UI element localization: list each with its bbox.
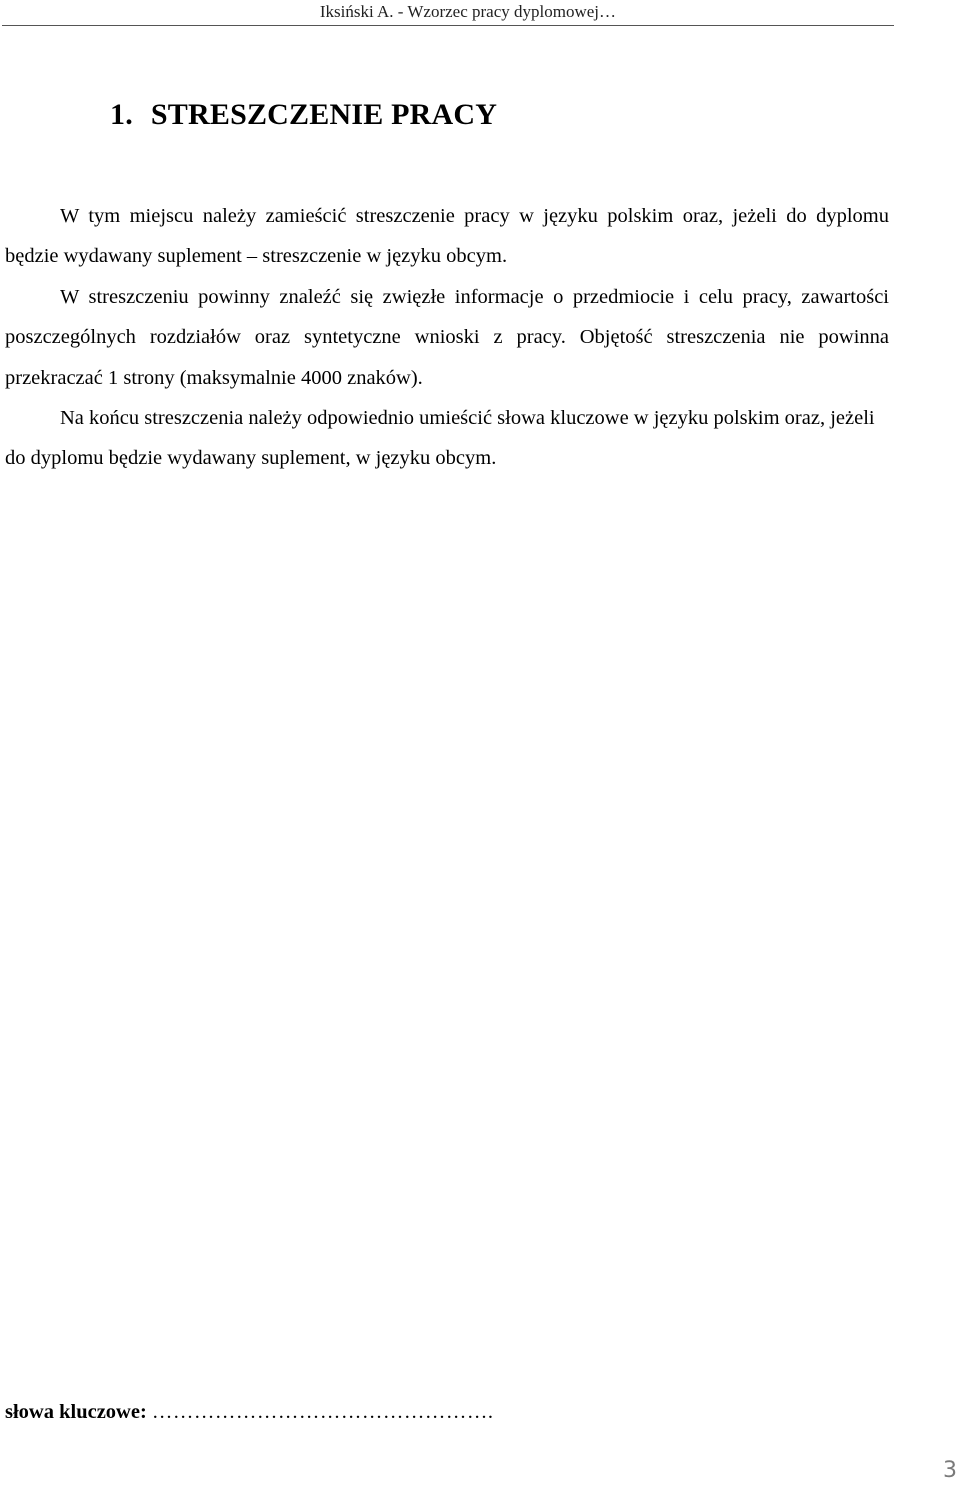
header-rule — [2, 25, 894, 26]
paragraph-2: W streszczeniu powinny znaleźć się zwięzłe informacje o przedmiocie i celu pracy, zawartości poszczególnych rozdziałów oraz syntetyczne wnioski z pracy. Objętość streszczenia nie powinna przekraczać 1 strony (maksymalnie 4000 znaków). — [5, 285, 889, 389]
keywords-line — [5, 1401, 494, 1424]
chapter-title — [110, 98, 497, 132]
paragraph-3: Na końcu streszczenia należy odpowiednio umieścić słowa kluczowe w języku polskim oraz, jeżeli do dyplomu będzie wydawany suplement, w języku obcym. — [5, 407, 875, 470]
chapter-title-text: STRESZCZENIE PRACY — [150, 98, 498, 131]
abstract-body — [5, 196, 889, 479]
chapter-number: 1. — [110, 98, 133, 131]
page-number: 3 — [943, 1458, 957, 1483]
keywords-label: słowa kluczowe: — [5, 1401, 147, 1423]
keywords-placeholder: …………………………………………. — [151, 1401, 494, 1423]
paragraph-1: W tym miejscu należy zamieścić streszczenie pracy w języku polskim oraz, jeżeli do dyplomu będzie wydawany suplement – streszczenie w języku obcym. — [5, 205, 889, 268]
running-header: Iksiński A. - Wzorzec pracy dyplomowej… — [319, 2, 616, 21]
